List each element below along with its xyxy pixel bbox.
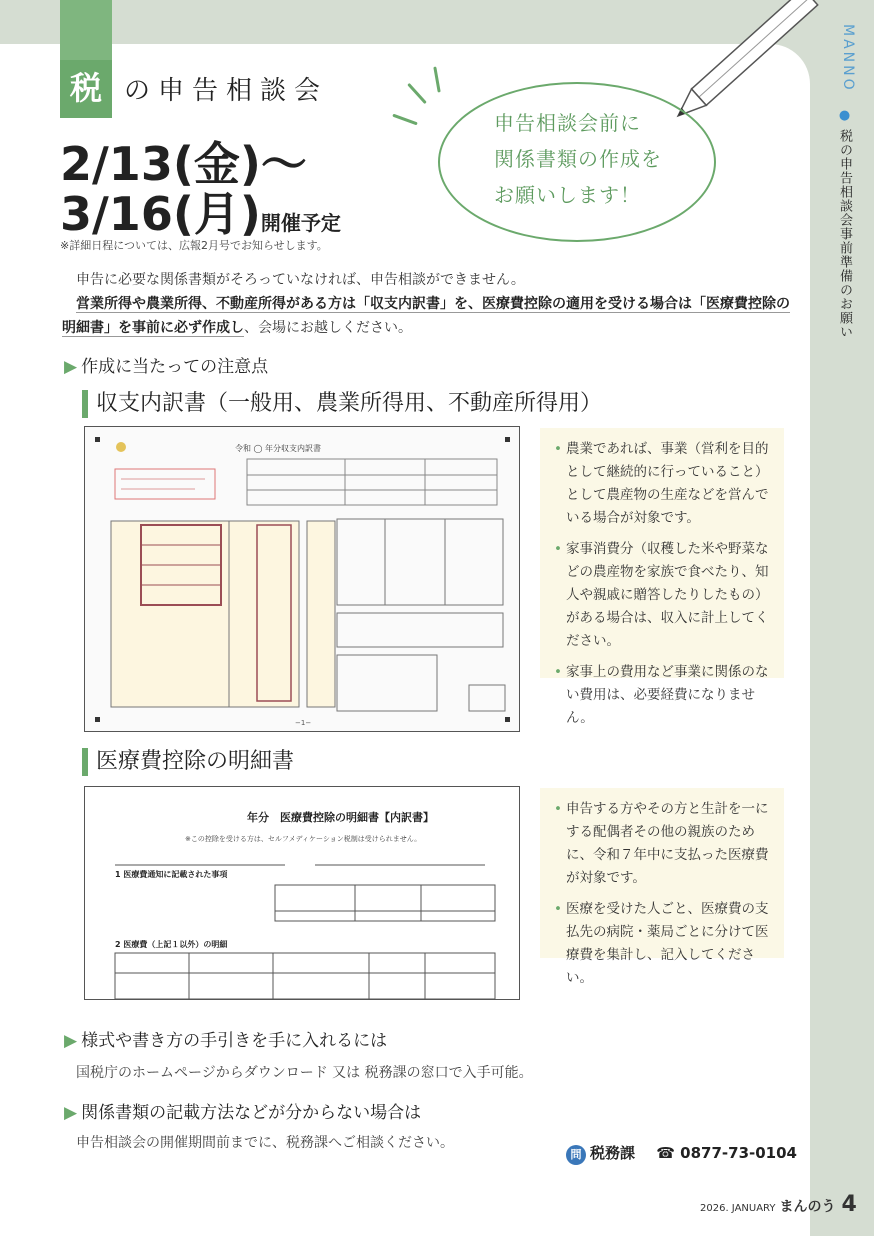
income-statement-form	[84, 426, 520, 732]
form1-heading: 収支内訳書（一般用、農業所得用、不動産所得用）	[82, 390, 602, 418]
bubble-text: 申告相談会前に 関係書類の作成を お願いします！	[494, 111, 662, 207]
tax-badge-top	[60, 0, 112, 62]
form2-doc-sub: ※この控除を受ける方は、セルフメディケーション税制は受けられません。	[185, 835, 422, 843]
page-title: の申告相談会	[124, 76, 329, 106]
form2-heading: 医療費控除の明細書	[82, 748, 294, 776]
form1-note-item: • 家事上の費用など事業に関係のない費用は、必要経費になりません。	[556, 661, 770, 730]
footer	[700, 1192, 857, 1217]
intro-text: 申告に必要な関係書類がそろっていなければ、申告相談ができません。 営業所得や農業所得、不動産所得がある方は「収支内訳書」を、医療費控除の適用を受ける場合は「医療費控除の明細書」を事前に必ず作成し、会場にお越しください。	[62, 272, 790, 336]
form1-note-item: • 農業であれば、事業（営利を目的として継続的に行っていること）として農産物の生産などを営んでいる場合が対象です。	[556, 438, 770, 530]
form1-note-item: • 家事消費分（収穫した米や野菜などの農産物を家族で食べたり、知人や親戚に贈答したりしたもの）がある場合は、収入に計上してください。	[556, 538, 770, 653]
form2-note-item: • 申告する方やその方と生計を一にする配偶者その他の親族のために、令和７年中に支払った医療費が対象です。	[556, 798, 770, 890]
section-notes-heading: ▶ 作成に当たっての注意点	[64, 357, 269, 377]
form1-notes	[540, 428, 784, 726]
footer-date: 2026. JANUARY	[700, 1203, 776, 1214]
medical-expense-drawing	[85, 787, 519, 999]
form2-notes	[540, 788, 784, 986]
contact-dept: 税務課	[590, 1144, 636, 1162]
side-tab	[810, 0, 874, 1236]
form2-row2: 2 医療費（上記１以外）の明細	[115, 940, 228, 949]
contact-phone: ☎ 0877-73-0104	[656, 1144, 797, 1162]
form1-page-mark: −1−	[295, 719, 312, 727]
page-number: 4	[841, 1192, 857, 1217]
date-end: 3/16(月)開催予定	[60, 187, 341, 241]
help-heading: ▶ 関係書類の記載方法などが分からない場合は	[64, 1103, 422, 1123]
guide-heading: ▶ 様式や書き方の手引きを手に入れるには	[64, 1031, 388, 1051]
side-logo: MANNO	[840, 24, 856, 93]
form2-doc-title: 年分 医療費控除の明細書【内訳書】	[247, 811, 434, 824]
form2-row1: 1 医療費通知に記載された事項	[115, 870, 228, 879]
footer-brand: まんのう	[779, 1199, 836, 1215]
income-statement-drawing	[85, 427, 519, 731]
form2-note-item: • 医療を受けた人ごと、医療費の支払先の病院・薬局ごとに分けて医療費を集計し、記入してください。	[556, 898, 770, 990]
contact	[566, 1142, 797, 1165]
date-start: 2/13(金)〜	[60, 137, 307, 191]
form1-doc-title: 令和 ◯ 年分収支内訳書	[235, 444, 322, 453]
medical-expense-form	[84, 786, 520, 1000]
side-title: ● 税の申告相談会事前準備のお願い	[837, 108, 852, 340]
help-text: 申告相談会の開催期間前までに、税務課へご相談ください。	[76, 1135, 454, 1151]
guide-text: 国税庁のホームページからダウンロード 又は 税務課の窓口で入手可能。	[76, 1065, 533, 1081]
tax-badge: 税	[60, 60, 112, 118]
date-note: ※詳細日程については、広報2月号でお知らせします。	[60, 239, 328, 252]
inquiry-icon: 問	[566, 1145, 586, 1165]
